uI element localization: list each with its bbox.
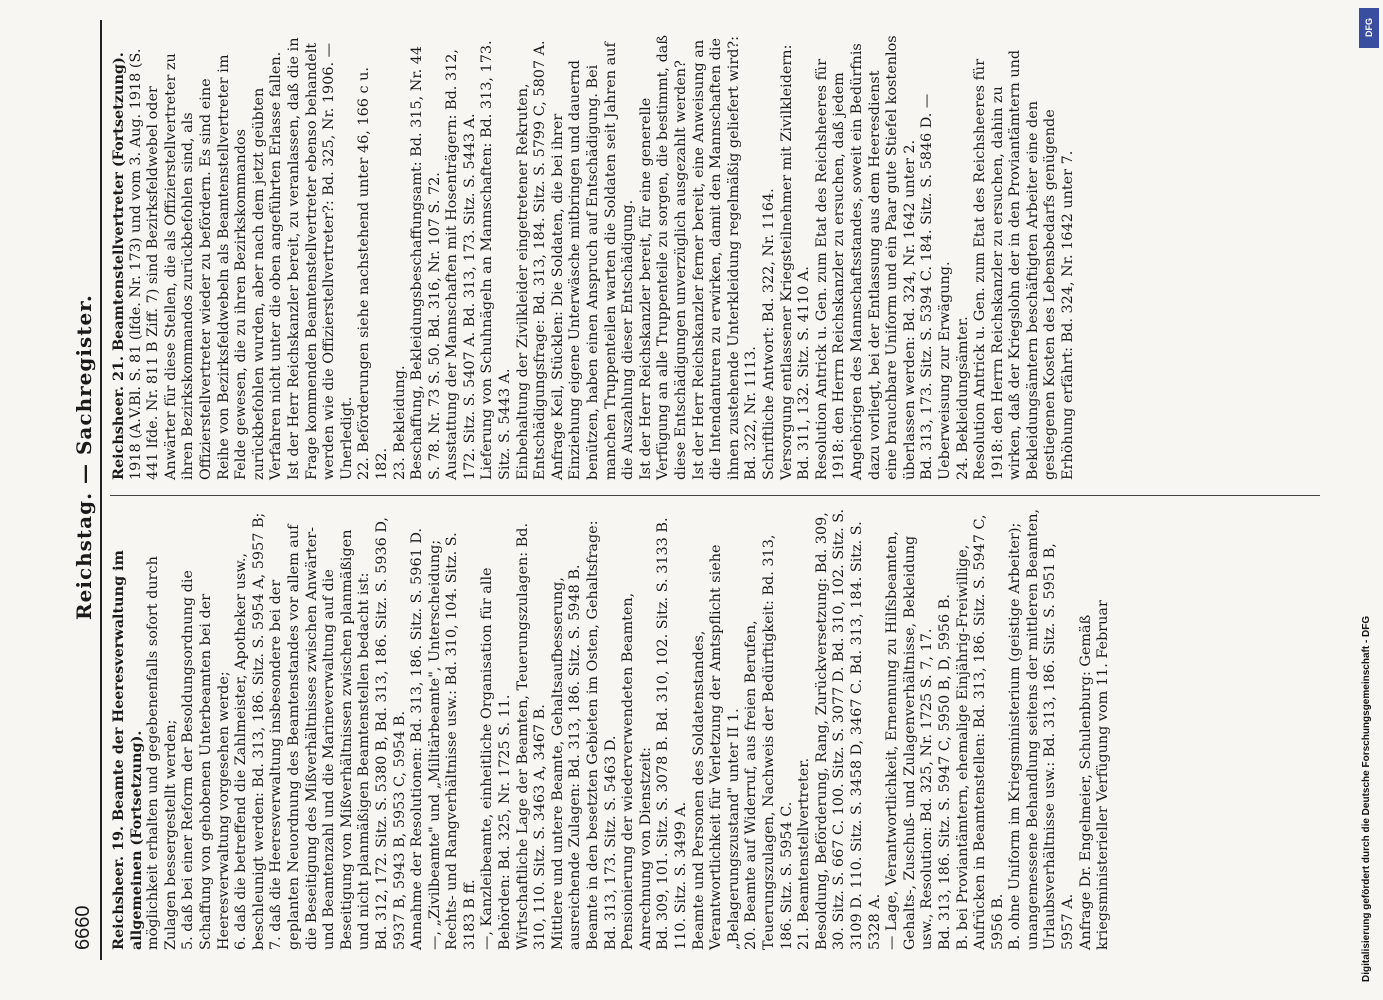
entry-paragraph: Beamte in den besetzten Gebieten im Osten, Gehaltsfrage: Bd. 313, 173. Sitz. S. 5463 D. [585,515,619,950]
entry-paragraph: Ausstattung der Mannschaften mit Hosenträgern: Bd. 312, 172. Sitz. S. 5407 A. Bd. 313, 173. Sitz. S. 5443 A. [444,44,478,480]
entry-paragraph: Schriftliche Antwort: Bd. 322, Nr. 1164. [760,188,777,480]
dfg-logo-icon: DFG [1359,8,1379,48]
entry-paragraph: Bd. 313, 173. Sitz. S. 5394 C. 184. Sitz. S. 5846 D. — Ueberweisung zur Erwägung. [919,89,953,480]
column-divider [110,495,1320,496]
entry-paragraph: Resolution Antrick u. Gen. zum Etat des Reichsheeres für 1918: den Herrn Reichskanzler zu ersuchen, daß jedem Angehörigen des Mannschaftsstandes, soweit ein Bedürfnis dazu vorliegt, bei der Entlassung aus dem Heeresdienst eine brauchbare Uniform und ein Paar gute Stiefel kostenlos überlassen werden: Bd. 324, Nr. 1642 unter 2. [813,30,918,480]
entry-paragraph: 23. Bekleidung. [391,365,408,480]
entry-paragraph: Versorgung entlassener Kriegsteilnehmer mit Zivilkleidern: Bd. 311, 132. Sitz. S. 4110 A. [778,39,813,480]
entry-paragraph: möglichkeit erhalten und gegebenenfalls sofort durch Zulagen bessergestellt werden; [145,551,179,950]
entry-paragraph: 20. Beamte auf Widerruf, aus freien Berufen, Teuerungszulagen, Nachweis der Bedürftigkeit: Bd. 313, 186. Sitz. S. 5954 C. [743,529,795,950]
entry-paragraph: 1918 (A.V.Bl. S. 81 (lfde. Nr. 173) und vom 3. Aug. 1918 (S. 441 lfde. Nr. 811 B Ziff. 7) sind Bezirksfeldwebel oder Anwärter für diese Stellen, die als Offizierstellvertreter zu ihren Bezirkskommandos zurückbefohlen sind, als Offizierstellvertreter wieder zu befördern. Es sind eine Reihe von Bezirksfeldwebeln als Beamtenstellvertreter im Felde gewesen, die zu ihren Bezirkskommandos zurückbefohlen wurden, aber nach dem jetzt geübten Verfahren nicht unter die oben angeführten Erlasse fallen. [127,43,285,480]
entry-paragraph: Anfrage Dr. Engelmeier, Schulenburg: Gemäß kriegsministerieller Verfügung vom 11. Februar [1077,600,1112,950]
entry-paragraph: Pensionierung der wiederverwendeten Beamten, Anrechnung von Dienstzeit: [620,588,654,950]
entry-paragraph: Bd. 313, 186. Sitz. S. 5947 C, 5950 B, D, 5956 B. [936,594,953,950]
entry-paragraph: Beschaffung, Bekleidungsbeschaffungsamt: Bd. 315, Nr. 44 S. 78. Nr. 73 S. 50. Bd. 316, Nr. 107 S. 72. [409,41,443,480]
left-column [110,505,1113,950]
entry-paragraph: — Lage, Verantwortlichkeit, Ernennung zu Hilfsbeamten, Gehalts-, Zuschuß- und Zulagenverhältnisse, Bekleidung usw., Resolution: Bd. 325, Nr. 1725 S. 7, 17. [884,526,936,950]
entry-paragraph: 22. Beförderungen siehe nachstehend unter 46, 166 c u. 182. [356,62,390,480]
entry-paragraph: Mittlere und untere Beamte, Gehaltsaufbesserung, ausreichende Zulagen: Bd. 313, 186. Sitz. S. 5948 B. [549,564,584,950]
entry-paragraph: Ist der Herr Reichskanzler ferner bereit, eine Anweisung an die Intendanturen zu erwirken, damit den Mannschaften die ihnen zustehende Unterkleidung regelmäßig geliefert wird?: Bd. 322, Nr. 1113. [690,31,760,480]
page-number: 6660 [72,905,94,950]
entry-paragraph: 5. daß bei einer Reform der Besoldungsordnung die Schaffung von gehobenen Unterbeamten bei der Heeresverwaltung vorgesehen werde; [180,565,232,950]
entry-paragraph: Einbehaltung der Zivilkleider eingetretener Rekruten, Entschädigungsfrage: Bd. 313, 184. Sitz. S. 5799 C, 5807 A. [514,40,549,480]
sidebar [1359,8,1379,992]
entry-paragraph: Ist der Herr Reichskanzler bereit, für eine generelle Verfügung an alle Truppenteile zu sorgen, die bestimmt, daß diese Entschädigungen unverzüglich ausgezahlt werden? [637,30,689,480]
entry-paragraph: 6. daß die betreffend die Zahlmeister, Apotheker usw., beschleunigt werden: Bd. 313, 186. Sitz. S. 5954 A, 5957 B; [233,512,267,950]
entry-paragraph: Reichsheer. 19. Beamte der Heeresverwaltung im allgemeinen (Fortsetzung). [110,545,145,950]
entry-paragraph: B. ohne Uniform im Kriegsministerium (geistige Arbeiter); unangemessene Behandlung seitens der mittleren Beamten, Urlaubsverhältnisse usw.: Bd. 313, 186. Sitz. S. 5951 B, 5957 A. [1007,504,1077,950]
digitization-note: Digitalisierung gefördert durch die Deutsche Forschungsgemeinschaft - DFG [1361,615,1372,982]
page-header [68,20,108,960]
entry-paragraph: Besoldung, Beförderung, Rang, Zurückversetzung: Bd. 309, 30. Sitz. S. 667 C. 100. Sitz. S. 3077 D. Bd. 310, 102. Sitz. S. 3109 D. 110. Sitz. S. 3458 D, 3467 C. Bd. 313, 184. Sitz. S. 5328 A. [813,504,883,950]
entry-paragraph: 21. Beamtenstellvertreter. [796,757,813,950]
entry-paragraph: 24. Bekleidungsämter. [954,316,971,480]
entry-paragraph: Lieferung von Schuhnägeln an Mannschaften: Bd. 313, 173. Sitz. S. 5443 A. [479,35,514,480]
entry-paragraph: 7. daß die Heeresverwaltung insbesondere bei der geplanten Neuordnung des Beamtenstandes vor allem auf die Beseitigung des Mißverhältnisses zwischen Anwärter- und Beamtenzahl und die Marineverwaltung auf die Beseitigung von Mißverhältnissen zwischen planmäßigen und nicht planmäßigen Beamtenstellen bedacht ist: [268,519,373,950]
entry-paragraph: Beamte und Personen des Soldatenstandes, Verantwortlichkeit für Verletzung der Amtspflicht siehe „Belagerungszustand" unter II 1. [690,539,742,950]
entry-paragraph: Bd. 312, 172. Sitz. S. 5380 B, Bd. 313, 186. Sitz. S. 5936 D, 5937 B, 5943 B, 5953 C, 5954 B. [373,512,408,950]
entry-paragraph: Reichsheer. 21. Beamtenstellvertreter (Fortsetzung). [110,52,127,480]
entry-paragraph: B. bei Proviantämtern, ehemalige Einjährig-Freiwillige, Aufrücken in Beamtenstellen: Bd. 313, 186. Sitz. S. 5947 C, 5956 B. [954,509,1006,950]
entry-paragraph: Annahme der Resolutionen: Bd. 313, 186. Sitz. S. 5961 D. [409,528,426,950]
header-rule [100,20,102,960]
entry-paragraph: —, „Zivilbeamte" und „Militärbeamte", Unterscheidung; Rechts- und Rangverhältnisse usw.: Bd. 310, 104. Sitz. S. 3183 B ff. [426,527,478,950]
entry-paragraph: Wirtschaftliche Lage der Beamten, Teuerungszulagen: Bd. 310, 110. Sitz. S. 3463 A, 3467 B. [514,518,549,950]
right-column [110,30,1078,480]
entry-paragraph: Ist der Herr Reichskanzler bereit, zu veranlassen, daß die in Frage kommenden Beamtenstellvertreter ebenso behandelt werden wie die Offizierstellvertreter?: Bd. 325, Nr. 1906. — Unerledigt. [285,32,355,480]
entry-paragraph: —, Kanzleibeamte, einheitliche Organisation für alle Behörden: Bd. 325, Nr. 1725 S. 11. [479,562,514,950]
entry-paragraph: Anfrage Keil, Stücklen: Die Soldaten, die bei ihrer Einziehung eigene Unterwäsche mitbringen und dauernd benützen, haben einen Anspruch auf Entschädigung. Bei manchen Truppenteilen warten die Soldaten seit Jahren auf die Auszahlung dieser Entschädigung. [549,37,637,480]
page-title: Reichstag. — Sachregister. [72,294,96,620]
entry-paragraph: Bd. 309, 101. Sitz. S. 3078 B. Bd. 310, 102. Sitz. S. 3133 B. 110. Sitz. S. 3499 A. [655,512,689,950]
entry-paragraph: Resolution Antrick u. Gen. zum Etat des Reichsheeres für 1918: den Herrn Reichskanzler zu ersuchen, dahin zu wirken, daß der Kriegslohn der in den Proviantämtern und Bekleidungsämtern beschäftigten Arbeiter eine den gestiegenen Kosten des Lebensbedarfs genügende Erhöhung erfährt: Bd. 324, Nr. 1642 unter 7. [972,45,1077,480]
